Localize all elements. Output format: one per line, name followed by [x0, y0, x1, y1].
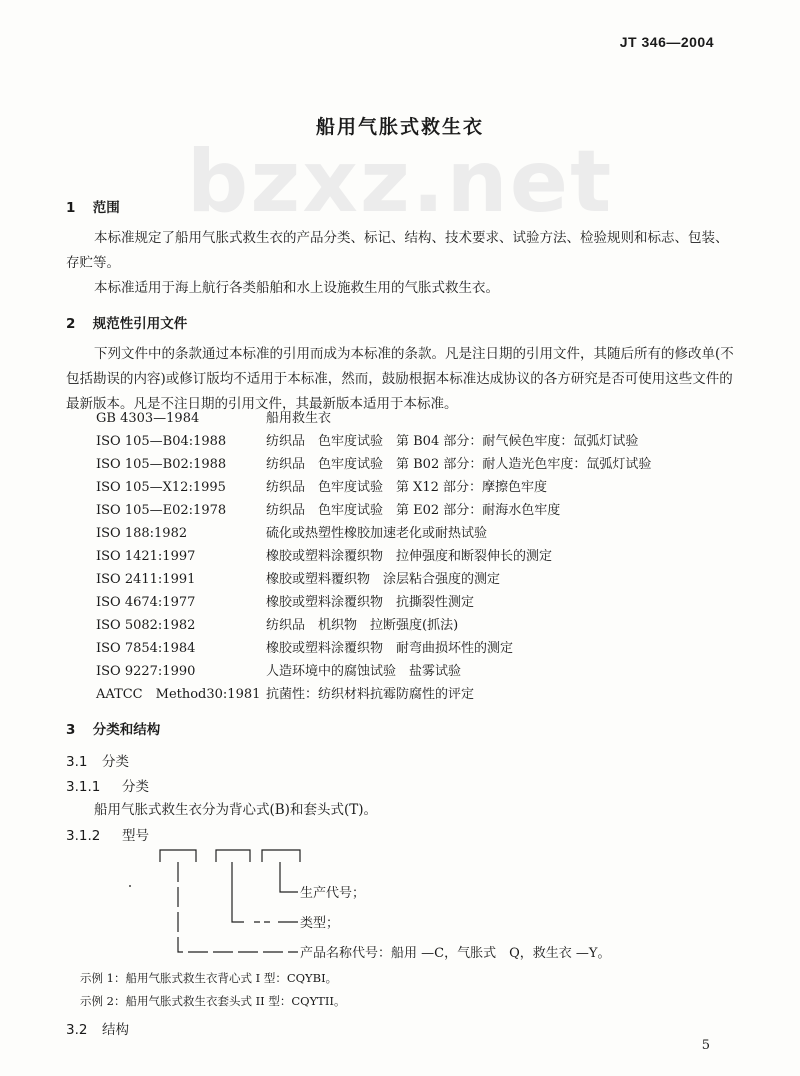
subsection-title: 型号	[122, 828, 149, 844]
subsection-3-1-1-text: 船用气胀式救生衣分为背心式(B)和套头式(T)。	[94, 802, 377, 818]
reference-code: ISO 105—B04:1988	[96, 434, 227, 449]
reference-item	[96, 661, 461, 683]
section-2-intro	[66, 342, 734, 417]
standard-number: JT 346—2004	[619, 34, 714, 50]
reference-title: 纺织品 色牢度试验 第 X12 部分：摩擦色牢度	[266, 480, 548, 495]
subsection-3-1-1-heading	[66, 775, 149, 795]
paragraph: 下列文件中的条款通过本标准的引用而成为本标准的条款。凡是注日期的引用文件，其随后所有的修改单(不包括勘误的内容)或修订版均不适用于本标准，然而，鼓励根据本标准达成协议的各方研究是否可使用这些文件的最新版本。凡是不注日期的引用文件，其最新版本适用于本标准。	[66, 346, 734, 412]
reference-code: ISO 4674:1977	[96, 595, 196, 610]
reference-item	[96, 523, 487, 545]
reference-item	[96, 431, 638, 453]
subsection-number: 3.1.1	[66, 779, 101, 795]
reference-title: 橡胶或塑料覆织物 涂层粘合强度的测定	[266, 572, 501, 587]
reference-item	[96, 615, 458, 637]
subsection-3-1-heading	[66, 750, 129, 770]
reference-item	[96, 569, 500, 591]
section-title: 范围	[92, 200, 120, 216]
model-code-diagram	[120, 838, 680, 968]
reference-title: 人造环境中的腐蚀试验 盐雾试验	[266, 664, 462, 679]
watermark-text: bzxz.net	[186, 132, 614, 232]
section-3-heading	[66, 718, 160, 738]
paragraph: 本标准规定了船用气胀式救生衣的产品分类、标记、结构、技术要求、试验方法、检验规则和标志、包装、存贮等。	[66, 230, 729, 271]
reference-title: 纺织品 机织物 拉断强度(抓法)	[266, 618, 459, 633]
diagram-label-production-code: 生产代号；	[300, 886, 366, 901]
section-1-heading	[66, 196, 120, 216]
reference-title: 纺织品 色牢度试验 第 E02 部分：耐海水色牢度	[266, 503, 561, 518]
reference-code: ISO 5082:1982	[96, 618, 196, 633]
diagram-label-product-name-code: 产品名称代号：船用 —C，气胀式 Q，救生衣 —Y。	[300, 946, 611, 961]
section-title: 分类和结构	[92, 722, 161, 738]
reference-title: 橡胶或塑料涂覆织物 拉伸强度和断裂伸长的测定	[266, 549, 553, 564]
subsection-title: 结构	[102, 1022, 129, 1038]
reference-item	[96, 454, 651, 476]
reference-title: 纺织品 色牢度试验 第 B04 部分：耐气候色牢度：氙弧灯试验	[266, 434, 639, 449]
section-2-heading	[66, 312, 187, 332]
reference-title: 橡胶或塑料涂覆织物 耐弯曲损坏性的测定	[266, 641, 514, 656]
section-1-body	[66, 226, 734, 301]
reference-code: ISO 9227:1990	[96, 664, 196, 679]
reference-code: ISO 105—E02:1978	[96, 503, 227, 518]
reference-item	[96, 684, 474, 706]
reference-title: 橡胶或塑料涂覆织物 抗撕裂性测定	[266, 595, 475, 610]
reference-code: AATCC Method30:1981	[96, 687, 261, 702]
reference-item	[96, 477, 547, 499]
subsection-number: 3.1.2	[66, 828, 101, 844]
subsection-3-2-heading	[66, 1018, 129, 1038]
subsection-number: 3.2	[66, 1022, 88, 1038]
example-1: 示例 1：船用气胀式救生衣背心式 I 型：CQYBI。	[80, 971, 338, 985]
reference-code: ISO 105—X12:1995	[96, 480, 226, 495]
reference-title: 纺织品 色牢度试验 第 B02 部分：耐人造光色牢度：氙弧灯试验	[266, 457, 652, 472]
reference-item	[96, 592, 474, 614]
section-number: 1	[66, 200, 76, 216]
section-number: 3	[66, 722, 76, 738]
subsection-title: 分类	[122, 779, 149, 795]
reference-item	[96, 408, 331, 430]
reference-code: ISO 188:1982	[96, 526, 188, 541]
paragraph: 本标准适用于海上航行各类船舶和水上设施救生用的气胀式救生衣。	[94, 280, 499, 296]
document-title: 船用气胀式救生衣	[315, 116, 484, 138]
reference-title: 硫化或热塑性橡胶加速老化或耐热试验	[266, 526, 488, 541]
subsection-title: 分类	[102, 754, 129, 770]
example-2: 示例 2：船用气胀式救生衣套头式 II 型：CQYTII。	[80, 994, 346, 1008]
reference-title: 抗菌性：纺织材料抗霉防腐性的评定	[266, 687, 475, 702]
reference-title: 船用救生衣	[266, 411, 332, 426]
reference-item	[96, 500, 560, 522]
subsection-number: 3.1	[66, 754, 88, 770]
reference-item	[96, 546, 552, 568]
reference-code: ISO 1421:1997	[96, 549, 196, 564]
section-title: 规范性引用文件	[92, 316, 188, 332]
reference-item	[96, 638, 513, 660]
diagram-label-type: 类型；	[300, 916, 340, 931]
reference-code: ISO 7854:1984	[96, 641, 196, 656]
reference-code: ISO 105—B02:1988	[96, 457, 227, 472]
reference-code: ISO 2411:1991	[96, 572, 196, 587]
section-number: 2	[66, 316, 76, 332]
reference-code: GB 4303—1984	[96, 411, 200, 426]
page-number: 5	[701, 1038, 710, 1053]
